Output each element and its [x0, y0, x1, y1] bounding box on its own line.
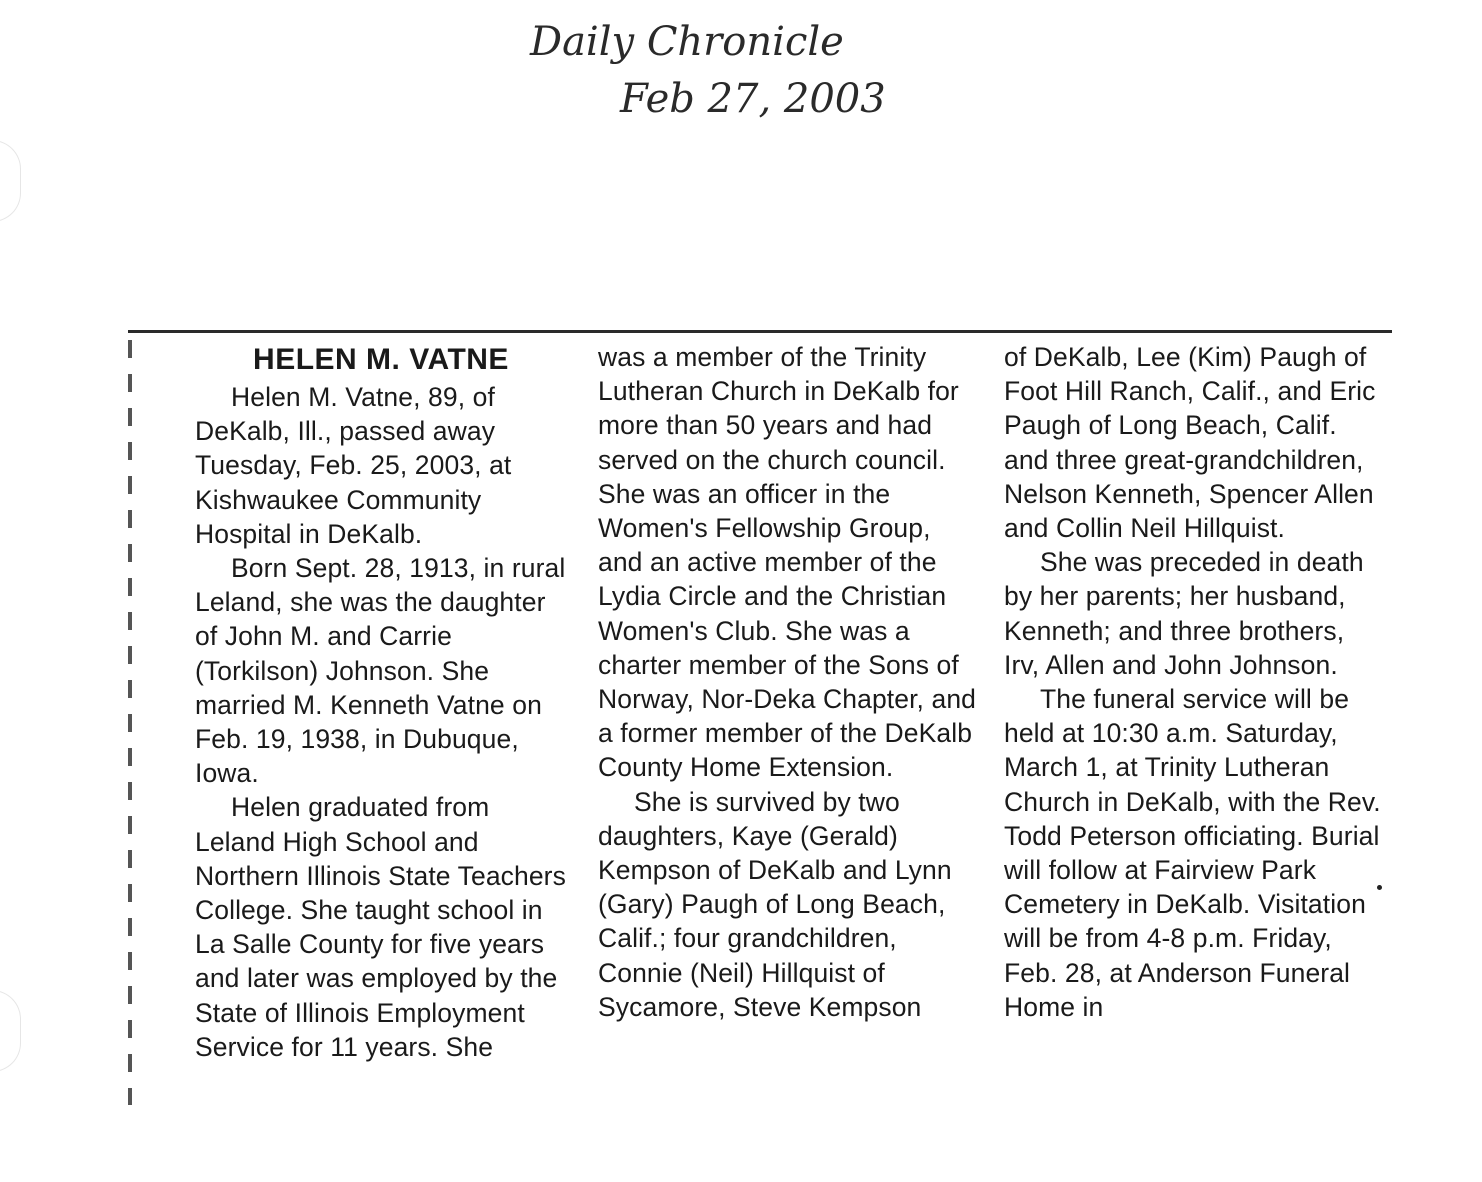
punch-hole-mark — [0, 140, 21, 222]
article-column-2 — [598, 340, 978, 1024]
handwritten-line-1: Daily Chronicle — [530, 19, 844, 65]
top-rule — [128, 330, 1392, 333]
paragraph: Helen M. Vatne, 89, of DeKalb, Ill., passed away Tuesday, Feb. 25, 2003, at Kishwaukee Community Hospital in DeKalb. — [195, 382, 512, 549]
paragraph: The funeral service will be held at 10:30 a.m. Saturday, March 1, at Trinity Lutheran Church in DeKalb, with the Rev. Todd Peterson officiating. Burial will follow at Fairview Park Cemetery in DeKalb. Visitation will be from 4-8 p.m. Friday, Feb. 28, at Anderson Funeral Home in — [1004, 684, 1381, 1022]
clipping-edge — [128, 340, 132, 1105]
article-column-3 — [1004, 340, 1382, 1024]
paragraph: was a member of the Trinity Lutheran Church in DeKalb for more than 50 years and had served on the church council. She was an officer in the Women's Fellowship Group, and an active member of the Lydia Circle and the Christian Women's Club. She was a charter member of the Sons of Norway, Nor-Deka Chapter, and a former member of the DeKalb County Home Extension. — [598, 342, 976, 783]
paragraph: of DeKalb, Lee (Kim) Paugh of Foot Hill Ranch, Calif., and Eric Paugh of Long Beach, Calif. and three great-grandchildren, Nelson Kenneth, Spencer Allen and Collin Neil Hillquist. — [1004, 342, 1376, 544]
handwritten-annotation — [520, 0, 980, 130]
paragraph: She was preceded in death by her parents; her husband, Kenneth; and three brothers, Irv, Allen and John Johnson. — [1004, 547, 1364, 680]
obituary-headline: HELEN M. VATNE — [253, 343, 509, 376]
punch-hole-mark — [0, 990, 21, 1072]
article-column-1 — [195, 340, 567, 1064]
print-speck — [1377, 885, 1382, 890]
paragraph: Born Sept. 28, 1913, in rural Leland, she was the daughter of John M. and Carrie (Torkilson) Johnson. She married M. Kenneth Vatne on Feb. 19, 1938, in Dubuque, Iowa. — [195, 553, 566, 789]
handwritten-line-2: Feb 27, 2003 — [620, 76, 886, 122]
paragraph: Helen graduated from Leland High School and Northern Illinois State Teachers College. She taught school in La Salle County for five years and later was employed by the State of Illinois Employment Service for 11 years. She — [195, 792, 566, 1062]
paragraph: She is survived by two daughters, Kaye (Gerald) Kempson of DeKalb and Lynn (Gary) Paugh of Long Beach, Calif.; four grandchildren, Connie (Neil) Hillquist of Sycamore, Steve Kempson — [598, 786, 952, 1022]
